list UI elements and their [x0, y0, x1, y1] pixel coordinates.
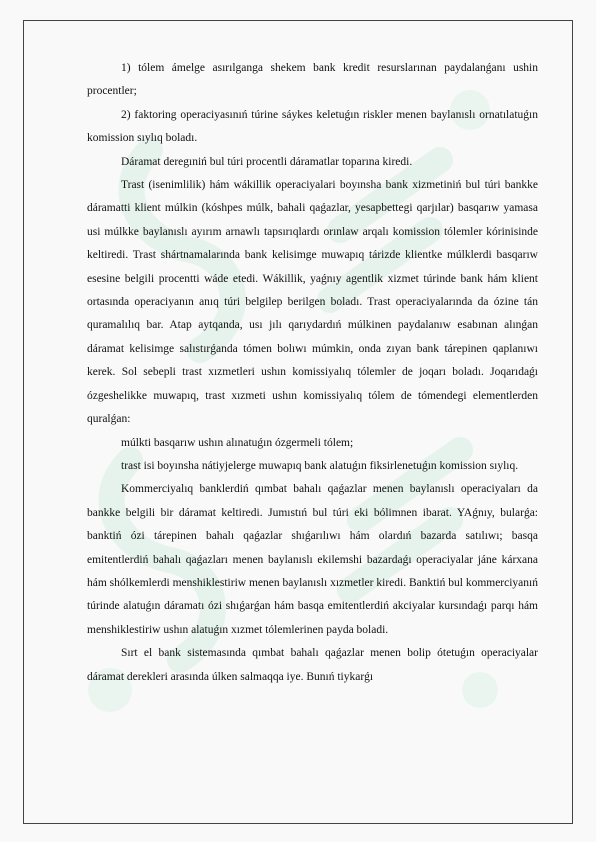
paragraph: Sırt el bank sistemasında qımbat bahalı qaǵazlar menen bolip ótetuǵın operaciyalar dáramat derekleri arasında úlken salmaqqa iye. Bunıń tiykarǵı — [87, 647, 538, 683]
document-body — [87, 57, 538, 689]
paragraph: Dáramat deregıniń bul túri procentli dáramatlar toparına kiredi. — [121, 155, 413, 168]
paragraph: Trast (isenimlilik) hám wákillik operaciyalari boyınsha bank xizmetiniń bul túri bankke dáramatti klient múlkin (kóshpes múlk, bahali qaǵazlar, yesapbettegi qarjılar) basqarıw yamasa usi múlkke baylanıslı ayırım arnawlı tapsırıqlardı orınlaw arqalı komission tólemler kórinisinde keltiredi. Trast shártnamalarında bank kelisimge muwapıq tárizde klientke múlklerdi basqarıw esesine belgili procentti wáde etedi. Wákillik, yaǵnıy agentlik xizmet túrinde bank hám klient ortasında operaciyanın anıq túri belgilep berilgen boladı. Trast operaciyalarında da ózine tán quramalılıq bar. Atap aytqanda, usı jılı qarıydardıń múlkinen paydalanıw esabınan alınǵan dáramat kelisimge salıstırǵanda tómen bolıwı múmkin, onda zıyan bank tárepinen qaplanıwı kerek. Sol sebepli trast xızmetleri ushın komissiyalıq tólemler de joqarı boladı. Joqarıdaǵı ózgeshelikke muwapıq, trast xızmeti ushın komissiyalıq tólem de tómendegi elementlerden quralǵan: — [87, 179, 538, 426]
paragraph: múlkti basqarıw ushın alınatuǵın ózgermeli tólem; — [121, 436, 354, 449]
paragraph: Kommerciyalıq banklerdiń qımbat bahalı qaǵazlar menen baylanıslı operaciyaları da bankke belgili bir dáramat keltiredi. Jumıstıń bul túri eki bólimnen ibarat. YAǵnıy, bularǵa: banktiń ózi tárepinen bahalı qaǵazlar shıǵarılıwı hám olardıń bazarda satılıwı; basqa emitentlerdiń bahalı qaǵazları menen baylanıslı ekilemshi bazardaǵı operaciyalar jáne kárxana hám shólkemlerdi menshiklestiriw menen baylanıslı xızmetler kiredi. Banktiń bul kommerciyanıń túrinde alatuǵın dáramatı ózi shıǵarǵan hám basqa emitentlerdiń akciyalar kursındaǵı parqı hám menshiklestiriw ushın alatuǵın xızmet tólemlerinen payda boladi. — [87, 483, 538, 636]
paragraph: trast isi boyınsha nátiyjelerge muwapıq bank alatuǵın fiksirlenetuǵın komission sıylıq. — [121, 459, 519, 472]
paragraph: 1) tólem ámelge asırılganga shekem bank kredit resurslarınan paydalanǵanı ushin procentler; — [87, 62, 538, 98]
paragraph: 2) faktoring operaciyasınıń túrine sáykes keletuǵın riskler menen baylanıslı ornatılatuǵın komission sıylıq boladı. — [87, 108, 538, 145]
